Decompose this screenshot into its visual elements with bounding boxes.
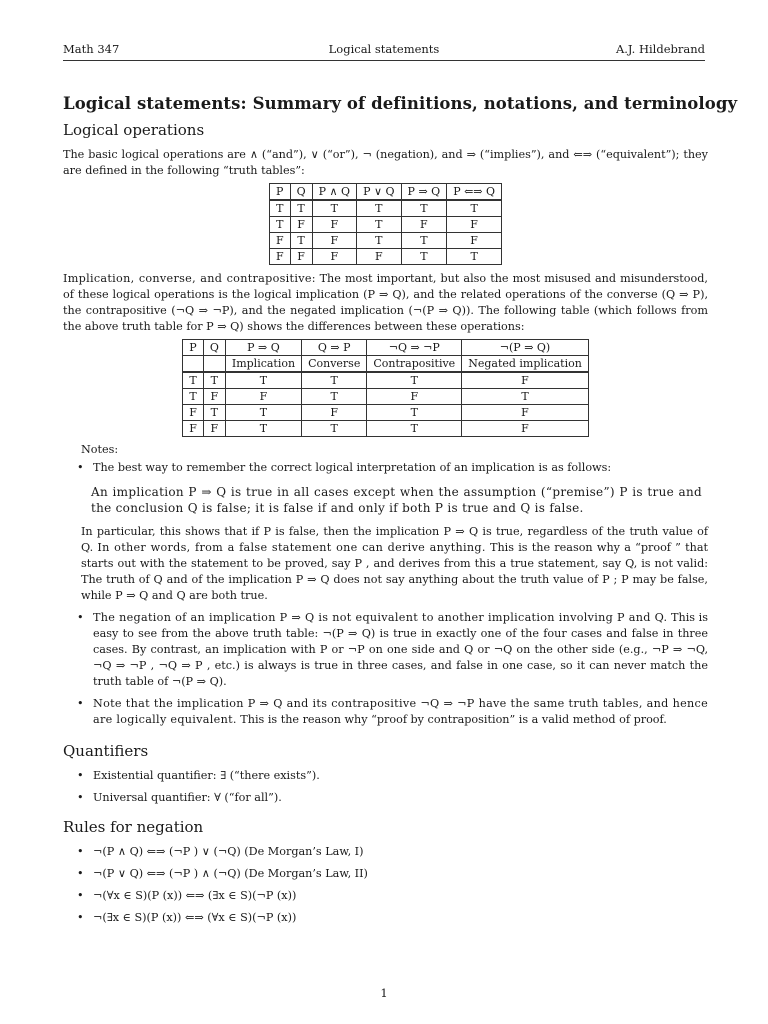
- table-cell: T: [290, 200, 312, 217]
- truth-table-implication-header-row: [183, 340, 589, 356]
- list-item: • ¬(∀x ∈ S)(P (x)) ⇐⇒ (∃x ∈ S)(¬P (x)): [75, 888, 708, 904]
- table-header-cell: Q ⇒ P: [302, 340, 367, 356]
- table-cell: F: [290, 249, 312, 265]
- table-header-cell: Q: [203, 340, 225, 356]
- table-cell: T: [302, 372, 367, 389]
- list-item: [75, 610, 708, 690]
- running-header: [63, 42, 705, 61]
- table-cell: F: [203, 389, 225, 405]
- table-cell: T: [225, 421, 301, 437]
- table-cell: T: [462, 389, 589, 405]
- note-1-para-a: In particular, this shows that if P is false, then the implication P ⇒ Q is true, regardless of the truth value of Q.: [81, 525, 708, 554]
- table-cell: T: [401, 249, 447, 265]
- table-cell: F: [225, 389, 301, 405]
- table-cell: T: [357, 217, 401, 233]
- table-cell: F: [401, 217, 447, 233]
- truth-table-basic: [269, 183, 502, 265]
- table-cell: T: [357, 200, 401, 217]
- implication-lead: Implication, converse, and contrapositive: [63, 272, 312, 285]
- table-header-cell: P ⇐⇒ Q: [447, 184, 502, 201]
- table-cell: T: [312, 200, 356, 217]
- table-cell: T: [401, 233, 447, 249]
- section-heading-logical-operations: Logical operations: [63, 121, 205, 139]
- note-3-lead: Note that the implication P ⇒ Q and its contrapositive ¬Q ⇒ ¬P have the same truth tables, and hence are logically equivalent.: [93, 697, 708, 726]
- implication-text: : The most important, but also the most misused and misunderstood, of these logical operations is the logical implication (P ⇒ Q), and the related operations of the converse (Q ⇒ P), the contrapositive (¬Q ⇒ ¬P), and the negated implication (¬(P ⇒ Q)). The following table (which follows from the above truth table for P ⇒ Q) shows the differences between these operations:: [63, 272, 708, 333]
- note-2-text: This is easy to see from the above truth table: ¬(P ⇒ Q) is true in exactly one of the four cases and false in three cases. By contrast, an implication with P or ¬P on one side and Q or ¬Q on the other side (e.g., ¬P ⇒ ¬Q, ¬Q ⇒ ¬P , ¬Q ⇒ P , etc.) is always is true in three cases, and false in one case, so it can never match the truth table of ¬(P ⇒ Q).: [93, 611, 708, 688]
- table-cell: F: [312, 249, 356, 265]
- list-item: • ¬(P ∨ Q) ⇐⇒ (¬P ) ∧ (¬Q) (De Morgan’s Law, II): [75, 866, 708, 882]
- table-row: [269, 217, 501, 233]
- list-item: [75, 696, 708, 728]
- table-cell: T: [302, 389, 367, 405]
- table-row: [183, 372, 589, 389]
- section-heading-quantifiers: Quantifiers: [63, 742, 149, 760]
- table-cell: T: [183, 389, 204, 405]
- header-author: A.J. Hildebrand: [615, 42, 705, 56]
- list-item: [75, 460, 708, 476]
- table-row: [183, 405, 589, 421]
- table-cell: T: [269, 200, 290, 217]
- table-row: [183, 389, 589, 405]
- table-subheader-cell: Converse: [302, 356, 367, 373]
- table-cell: T: [225, 372, 301, 389]
- page-title: Logical statements: Summary of definitions, notations, and terminology: [63, 94, 738, 113]
- table-header-cell: P ∧ Q: [312, 184, 356, 201]
- table-subheader-cell: [183, 356, 204, 373]
- table-cell: F: [290, 217, 312, 233]
- table-cell: F: [269, 249, 290, 265]
- quantifier-label: Universal quantifier:: [93, 791, 211, 804]
- section-heading-rules-for-negation: Rules for negation: [63, 818, 204, 836]
- page-content: [63, 94, 738, 932]
- note-2-lead: The negation of an implication P ⇒ Q is not equivalent to another implication involving P and Q.: [93, 611, 668, 624]
- table-cell: F: [312, 217, 356, 233]
- header-course: Math 347: [63, 42, 120, 56]
- table-cell: T: [357, 233, 401, 249]
- table-cell: T: [447, 200, 502, 217]
- table-header-cell: P: [269, 184, 290, 201]
- page-number: 1: [380, 986, 388, 1000]
- table-row: [269, 200, 501, 217]
- table-row: [269, 249, 501, 265]
- quantifier-description: ∃ (“there exists”).: [216, 769, 320, 782]
- note-1-para-b: In other words, from a false statement one can derive anything.: [97, 541, 486, 554]
- note-3-text: This is the reason why “proof by contraposition” is a valid method of proof.: [236, 713, 667, 726]
- table-cell: T: [269, 217, 290, 233]
- table-header-cell: ¬(P ⇒ Q): [462, 340, 589, 356]
- table-row: [183, 421, 589, 437]
- quantifiers-list: [75, 768, 708, 806]
- table-cell: T: [367, 372, 462, 389]
- table-cell: F: [312, 233, 356, 249]
- table-cell: F: [357, 249, 401, 265]
- table-cell: F: [367, 389, 462, 405]
- implication-rule-quote: An implication P ⇒ Q is true in all cases except when the assumption (“premise”) P is true and the conclusion Q is false; it is false if and only if both P is true and Q is false.: [91, 485, 702, 515]
- table-cell: F: [462, 372, 589, 389]
- table-header-cell: P: [183, 340, 204, 356]
- table-cell: F: [183, 405, 204, 421]
- table-cell: T: [183, 372, 204, 389]
- table-header-cell: Q: [290, 184, 312, 201]
- truth-table-implication: [182, 339, 589, 437]
- table-cell: T: [447, 249, 502, 265]
- table-cell: F: [447, 233, 502, 249]
- list-item: • ¬(P ∧ Q) ⇐⇒ (¬P ) ∨ (¬Q) (De Morgan’s Law, I): [75, 844, 708, 860]
- table-subheader-cell: Negated implication: [462, 356, 589, 373]
- table-header-cell: P ∨ Q: [357, 184, 401, 201]
- table-cell: T: [203, 372, 225, 389]
- table-subheader-cell: Implication: [225, 356, 301, 373]
- table-header-cell: P ⇒ Q: [401, 184, 447, 201]
- table-subheader-cell: Contrapositive: [367, 356, 462, 373]
- table-cell: T: [290, 233, 312, 249]
- table-header-cell: ¬Q ⇒ ¬P: [367, 340, 462, 356]
- table-cell: F: [203, 421, 225, 437]
- table-cell: F: [269, 233, 290, 249]
- quantifier-description: ∀ (“for all”).: [210, 791, 282, 804]
- table-cell: T: [203, 405, 225, 421]
- list-item: [75, 790, 708, 806]
- notes-list: [75, 460, 708, 476]
- note-1-para-c: This is the reason why a “proof ” that starts out with the statement to be proved, say P , and derives from this a true statement, say Q, is not valid: The truth of Q and of the implication P ⇒ Q does not say anything about the truth value of P ; P may be false, while P ⇒ Q and Q are both true.: [81, 541, 708, 602]
- table-header-cell: P ⇒ Q: [225, 340, 301, 356]
- table-cell: F: [183, 421, 204, 437]
- list-item: [75, 768, 708, 784]
- table-cell: T: [367, 421, 462, 437]
- note-1-paragraph: [81, 524, 708, 604]
- table-cell: F: [302, 405, 367, 421]
- truth-table-implication-subheader-row: [183, 356, 589, 373]
- note-1-text: The best way to remember the correct logical interpretation of an implication is as follows:: [93, 461, 612, 474]
- notes-label: Notes:: [81, 443, 119, 456]
- table-cell: T: [367, 405, 462, 421]
- table-cell: T: [401, 200, 447, 217]
- table-cell: F: [447, 217, 502, 233]
- table-cell: T: [302, 421, 367, 437]
- logical-operations-intro: The basic logical operations are ∧ (“and”), ∨ (“or”), ¬ (negation), and ⇒ (“implies”), and ⇐⇒ (“equivalent”); they are defined in the following “truth tables”:: [63, 148, 708, 177]
- table-subheader-cell: [203, 356, 225, 373]
- truth-table-basic-header-row: [269, 184, 501, 201]
- notes-list-continued: [75, 610, 708, 728]
- negation-rules-list: [75, 844, 708, 926]
- list-item: • ¬(∃x ∈ S)(P (x)) ⇐⇒ (∀x ∈ S)(¬P (x)): [75, 910, 708, 926]
- quantifier-label: Existential quantifier:: [93, 769, 217, 782]
- table-cell: F: [462, 405, 589, 421]
- header-topic: Logical statements: [328, 42, 440, 56]
- table-cell: T: [225, 405, 301, 421]
- implication-paragraph: [63, 271, 708, 335]
- table-cell: F: [462, 421, 589, 437]
- table-row: [269, 233, 501, 249]
